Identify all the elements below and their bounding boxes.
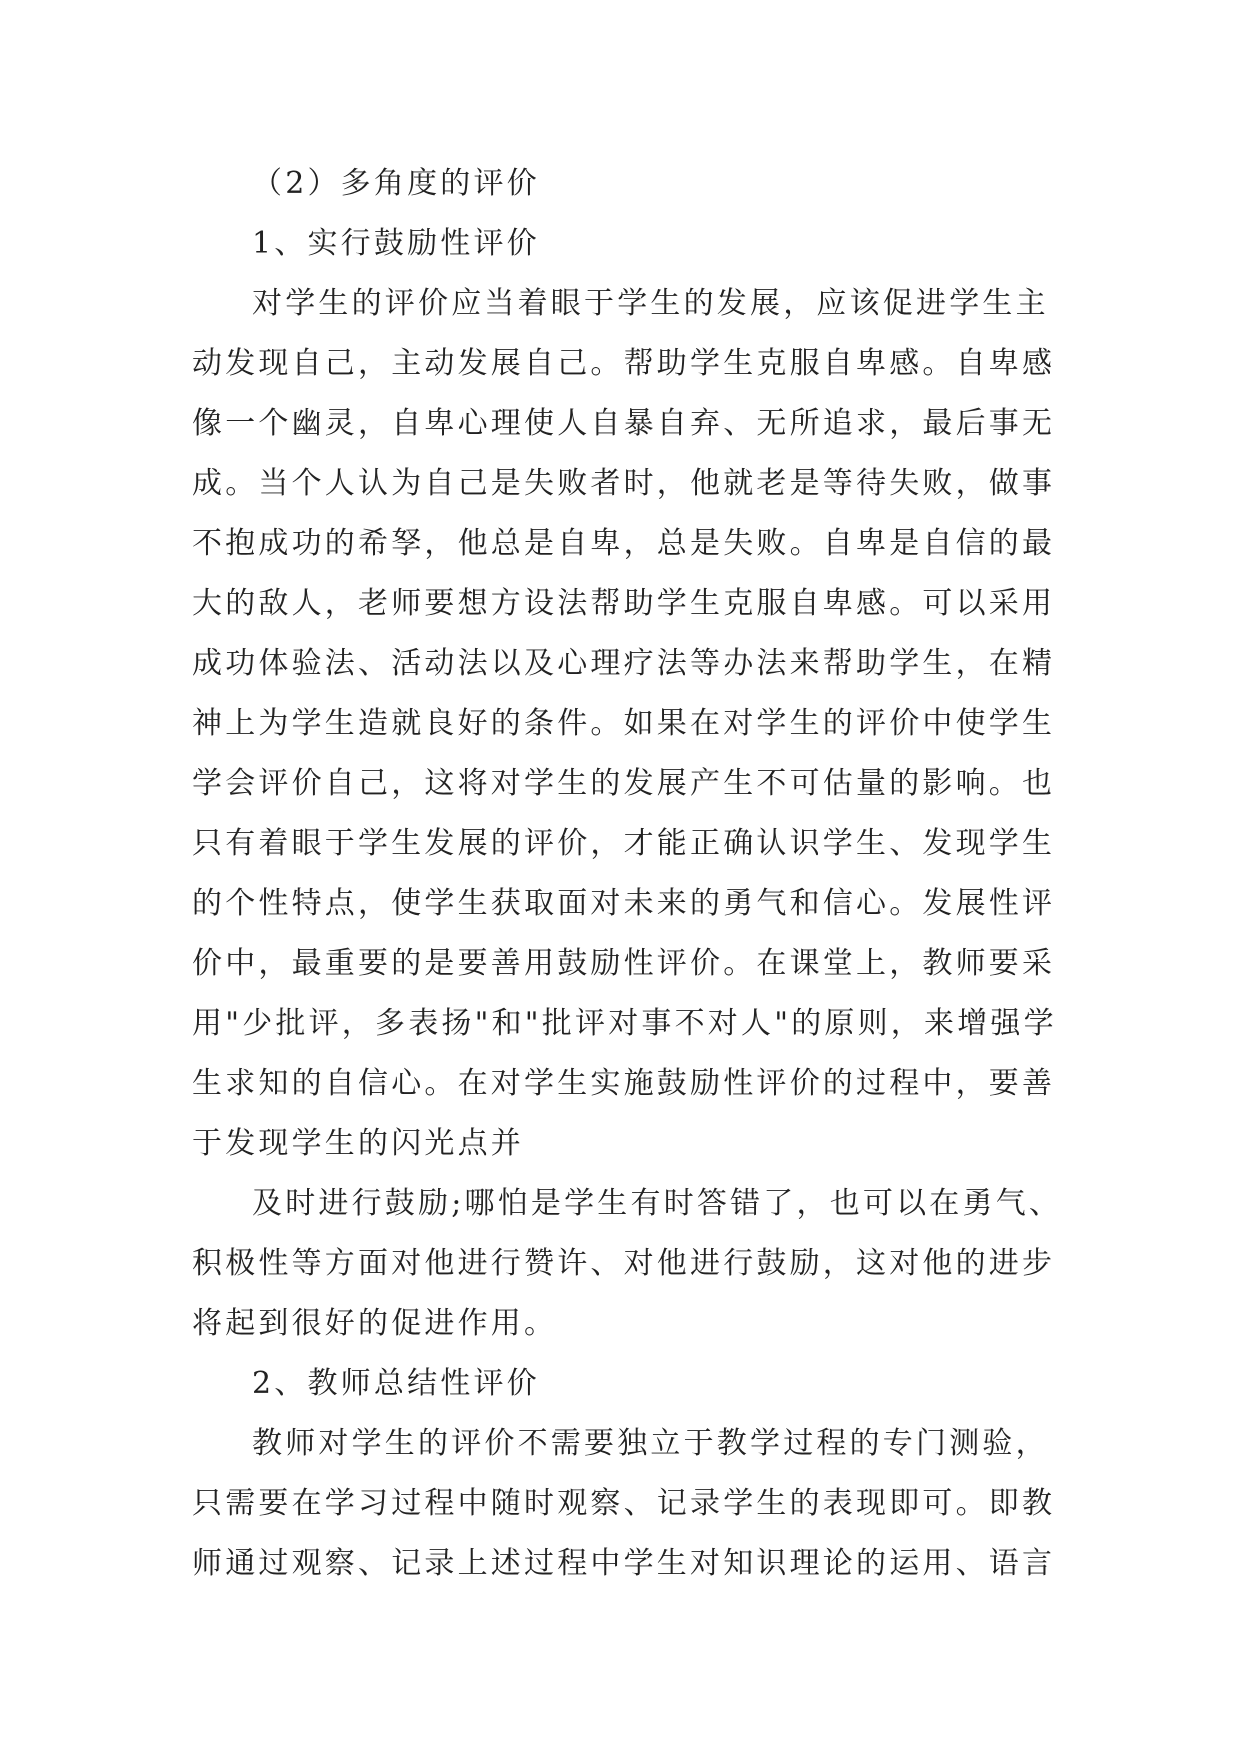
paragraph-line: 成功体验法、活动法以及心理疗法等办法来帮助学生，在精 <box>192 646 1056 681</box>
paragraph-line: 只有着眼于学生发展的评价，才能正确认识学生、发现学生 <box>192 826 1056 861</box>
paragraph-line: 生求知的自信心。在对学生实施鼓励性评价的过程中，要善 <box>192 1066 1056 1101</box>
paragraph-line: 对学生的评价应当着眼于学生的发展，应该促进学生主 <box>252 286 1049 321</box>
paragraph-line: 积极性等方面对他进行赞许、对他进行鼓励，这对他的进步 <box>192 1246 1056 1281</box>
paragraph-line: 像一个幽灵，自卑心理使人自暴自弃、无所追求，最后事无 <box>192 406 1056 441</box>
paragraph-line: 不抱成功的希孥，他总是自卑，总是失败。自卑是自信的最 <box>192 526 1056 561</box>
paragraph-line: 学会评价自己，这将对学生的发展产生不可估量的影响。也 <box>192 766 1056 801</box>
paragraph-line: 将起到很好的促进作用。 <box>192 1306 558 1341</box>
paragraph-line: 的个性特点，使学生获取面对未来的勇气和信心。发展性评 <box>192 886 1056 921</box>
paragraph-line: 于发现学生的闪光点并 <box>192 1126 524 1161</box>
paragraph-line: 只需要在学习过程中随时观察、记录学生的表现即可。即教 <box>192 1486 1056 1521</box>
paragraph-line: 教师对学生的评价不需要独立于教学过程的专门测验， <box>252 1426 1049 1461</box>
paragraph-line: 动发现自己，主动发展自己。帮助学生克服自卑感。自卑感 <box>192 346 1056 381</box>
section-heading: （2）多角度的评价 <box>252 166 540 201</box>
subsection-heading: 1、实行鼓励性评价 <box>252 226 540 261</box>
paragraph-line: 用"少批评，多表扬"和"批评对事不对人"的原则，来增强学 <box>192 1006 1057 1041</box>
paragraph-line: 大的敌人，老师要想方设法帮助学生克服自卑感。可以采用 <box>192 586 1056 621</box>
paragraph-line: 神上为学生造就良好的条件。如果在对学生的评价中使学生 <box>192 706 1056 741</box>
paragraph-line: 价中，最重要的是要善用鼓励性评价。在课堂上，教师要采 <box>192 946 1056 981</box>
paragraph-line: 成。当个人认为自己是失败者时，他就老是等待失败，做事 <box>192 466 1056 501</box>
paragraph-line: 及时进行鼓励;哪怕是学生有时答错了，也可以在勇气、 <box>252 1186 1063 1221</box>
subsection-heading: 2、教师总结性评价 <box>252 1366 540 1401</box>
paragraph-line: 师通过观察、记录上述过程中学生对知识理论的运用、语言 <box>192 1546 1056 1581</box>
